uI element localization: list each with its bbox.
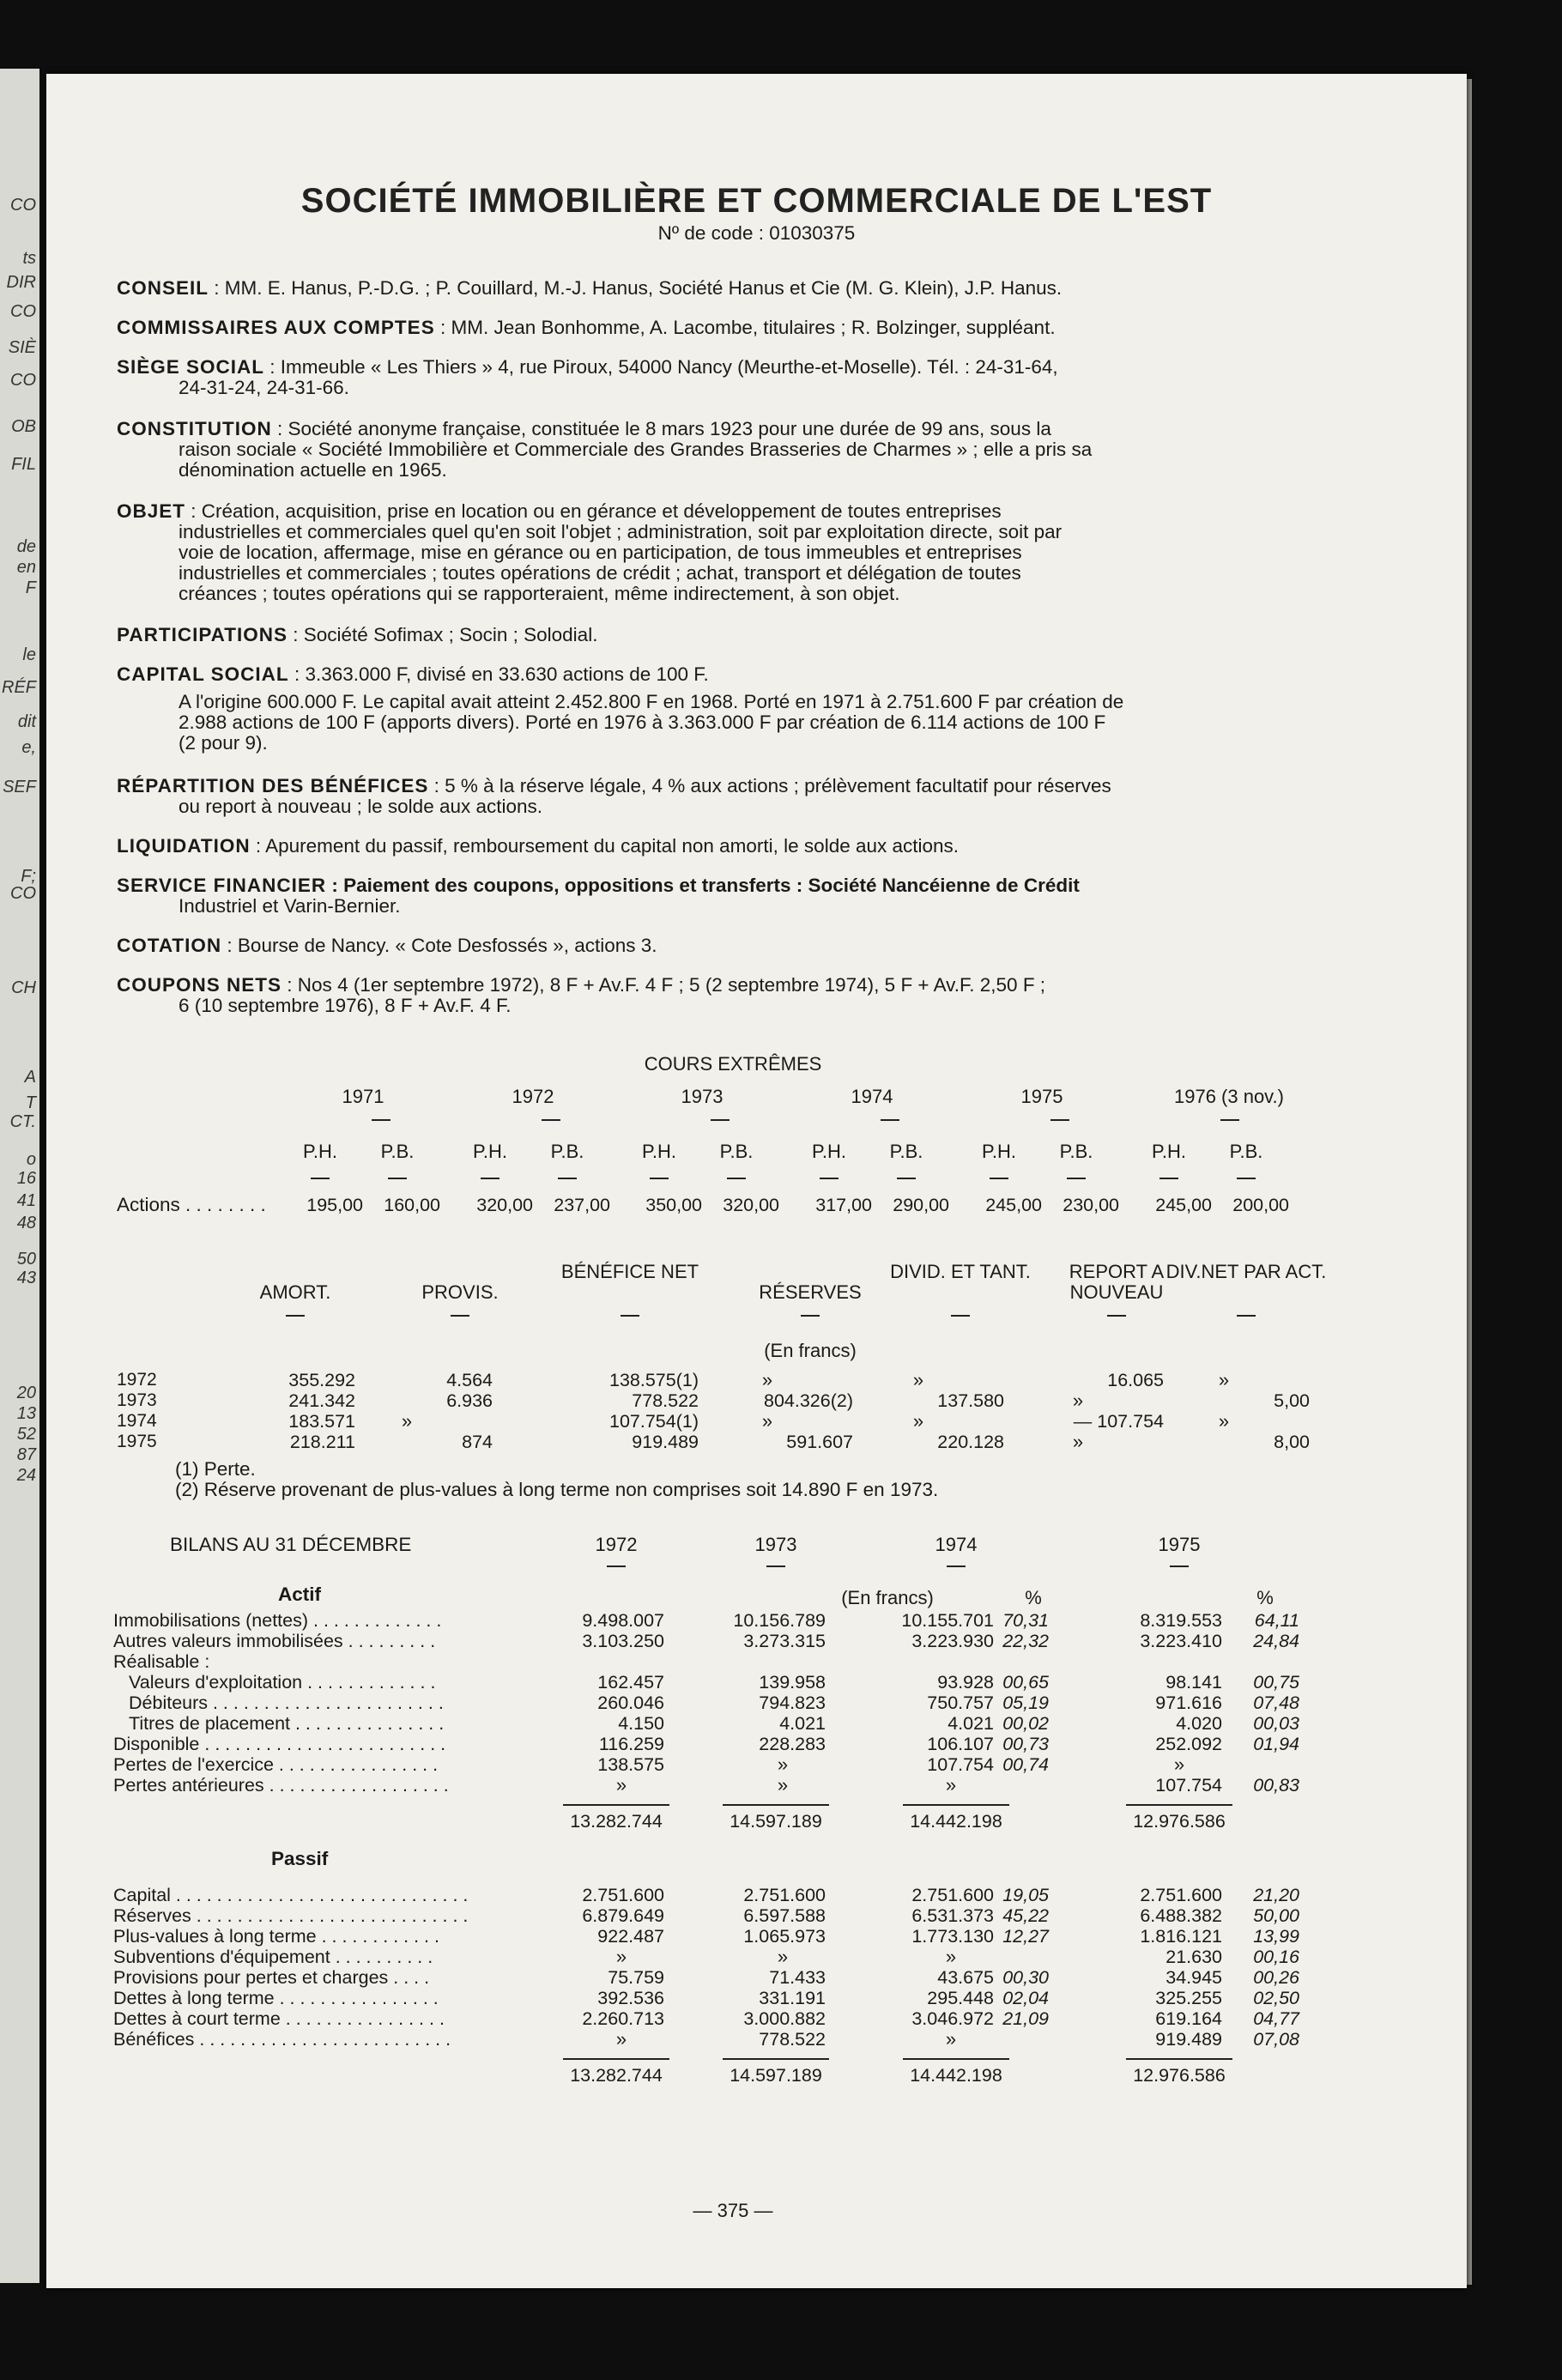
bilans-cell: 107.754 <box>927 1754 994 1775</box>
section-siege: SIÈGE SOCIAL : Immeuble « Les Thiers » 4, rue Piroux, 54000 Nancy (Meurthe-et-Moselle). Tél. : 24-31-64, 24-31-24, 24-31-66. <box>117 356 1058 398</box>
cours-ph: P.H. <box>1152 1141 1186 1162</box>
bilans-cell: 4.021 <box>779 1713 826 1734</box>
results-cell: 183.571 <box>288 1411 355 1432</box>
bilans-row-label: Valeurs d'exploitation . . . . . . . . . . . . . <box>129 1672 436 1693</box>
bilans-cell: 6.597.588 <box>743 1905 826 1926</box>
bilans-cell: 778.522 <box>759 2029 826 2050</box>
bilans-cell: 00,30 <box>1002 1967 1049 1988</box>
bilans-cell: 4.020 <box>1176 1713 1222 1734</box>
bilans-cell: 1.816.121 <box>1140 1926 1222 1947</box>
results-header: REPORT A NOUVEAU <box>1069 1261 1165 1303</box>
results-cell: 107.754(1) <box>609 1411 699 1432</box>
bilans-cell: 93.928 <box>937 1672 994 1693</box>
bilans-year-dash <box>1170 1565 1189 1567</box>
cours-year: 1974 <box>851 1086 893 1107</box>
results-cell: » <box>912 1369 924 1390</box>
strip-text: RÉF <box>2 678 36 697</box>
cours-year: 1975 <box>1020 1086 1063 1107</box>
bilans-unit: (En francs) <box>841 1587 934 1608</box>
passif-total: 13.282.744 <box>570 2065 663 2086</box>
cours-dash <box>1159 1178 1178 1179</box>
total-rule <box>723 1804 829 1806</box>
results-header-dash <box>451 1315 469 1317</box>
results-header-dash <box>1107 1315 1126 1317</box>
bilans-cell: 24,84 <box>1253 1631 1299 1651</box>
actif-label: Actif <box>278 1584 321 1605</box>
bilans-cell: 12,27 <box>1002 1926 1049 1947</box>
strip-text: T <box>25 1093 36 1112</box>
section-objet: OBJET : Création, acquisition, prise en location ou en gérance et développement de toutes entreprises industrielles et commerciales quel qu'en soit l'objet ; administration, soit par exploitation directe, soit par voie de location, affermage, mise en gérance ou en participation, de tous immeubles et entreprises industrielles et commerciales ; toutes opérations de crédit ; achat, transport et délégation de toutes créances ; toutes opérations qui se rapporteraient, même indirectement, à son objet. <box>117 500 1063 604</box>
bilans-row-label: Pertes de l'exercice . . . . . . . . . . . . . . . . <box>113 1754 439 1775</box>
bilans-cell: 6.488.382 <box>1140 1905 1222 1926</box>
strip-text: 24 <box>16 1466 36 1485</box>
page-title: SOCIÉTÉ IMMOBILIÈRE ET COMMERCIALE DE L'EST <box>300 182 1213 220</box>
cours-year-dash <box>1050 1119 1069 1121</box>
bilans-row-label: Réserves . . . . . . . . . . . . . . . . . . . . . . . . . . . <box>113 1905 469 1926</box>
results-cell: 138.575(1) <box>609 1370 699 1390</box>
bilans-cell: 139.958 <box>759 1672 826 1693</box>
cours-pb: P.B. <box>719 1141 754 1162</box>
bilans-cell: 00,83 <box>1253 1775 1299 1796</box>
strip-text: CO <box>10 302 36 321</box>
bilans-cell: 331.191 <box>759 1988 826 2008</box>
bilans-cell: 3.273.315 <box>743 1631 826 1651</box>
strip-text: le <box>22 645 36 664</box>
bilans-cell: 00,75 <box>1253 1672 1299 1693</box>
bilans-cell: 10.156.789 <box>733 1610 826 1631</box>
cours-value: 245,00 <box>1155 1195 1212 1215</box>
strip-text: 13 <box>16 1404 36 1423</box>
bilans-row-label: Titres de placement . . . . . . . . . . . . . . . <box>129 1713 445 1734</box>
bilans-cell: 3.000.882 <box>743 2008 826 2029</box>
bilans-cell: 2.751.600 <box>911 1885 994 1905</box>
section-service-financier: SERVICE FINANCIER : Paiement des coupons, oppositions et transferts : Société Nancéienne de Crédit Industriel et Varin-Bernier. <box>117 875 1080 917</box>
strip-text: 20 <box>16 1384 36 1402</box>
cours-dash <box>388 1178 407 1179</box>
results-header-dash <box>951 1315 970 1317</box>
bilans-row-label: Disponible . . . . . . . . . . . . . . . . . . . . . . . . <box>113 1734 446 1754</box>
strip-text: CO <box>10 371 36 390</box>
bilans-cell: 392.536 <box>597 1988 664 2008</box>
strip-text: e, <box>21 738 36 757</box>
bilans-cell: 05,19 <box>1002 1693 1049 1713</box>
bilans-cell: 4.021 <box>947 1713 994 1734</box>
section-liquidation: LIQUIDATION : Apurement du passif, remboursement du capital non amorti, le solde aux actions. <box>117 835 960 857</box>
bilans-cell: 19,05 <box>1002 1885 1049 1905</box>
bilans-cell: 70,31 <box>1002 1610 1049 1631</box>
bilans-cell: 07,48 <box>1253 1693 1299 1713</box>
bilans-cell: 750.757 <box>927 1693 994 1713</box>
strip-text: DIR <box>6 273 36 292</box>
cours-value: 237,00 <box>554 1195 610 1215</box>
total-rule <box>903 1804 1009 1806</box>
results-cell: 218.211 <box>289 1432 355 1452</box>
section-participations: PARTICIPATIONS : Société Sofimax ; Socin ; Solodial. <box>117 624 598 645</box>
strip-text: de <box>16 537 36 556</box>
cours-value: 195,00 <box>306 1195 363 1215</box>
cours-pb: P.B. <box>380 1141 415 1162</box>
bilans-cell: 34.945 <box>1165 1967 1222 1988</box>
results-header: DIVID. ET TANT. <box>890 1261 1031 1282</box>
cours-dash <box>311 1178 330 1179</box>
strip-text: A <box>24 1068 36 1087</box>
cours-ph: P.H. <box>473 1141 507 1162</box>
strip-text: dit <box>17 712 36 731</box>
bilans-cell: » <box>1173 1753 1185 1775</box>
bilans-cell: 971.616 <box>1155 1693 1222 1713</box>
passif-total: 14.442.198 <box>910 2065 1002 2086</box>
document-page <box>46 74 1467 2288</box>
bilans-cell: » <box>945 2028 957 2050</box>
bilans-cell: 00,02 <box>1002 1713 1049 1734</box>
bilans-row-label: Subventions d'équipement . . . . . . . . . . <box>113 1947 433 1967</box>
bilans-cell: » <box>615 1774 627 1796</box>
bilans-cell: » <box>777 1774 789 1796</box>
strip-text: ts <box>22 249 36 268</box>
bilans-cell: 4.150 <box>618 1713 664 1734</box>
cours-ph: P.H. <box>642 1141 676 1162</box>
results-cell: 6.936 <box>446 1390 493 1411</box>
bilans-cell: 260.046 <box>597 1693 664 1713</box>
bilans-row-label: Réalisable : <box>113 1651 210 1672</box>
cours-value: 320,00 <box>723 1195 779 1215</box>
passif-label: Passif <box>271 1848 329 1869</box>
results-cell: » <box>1072 1390 1084 1411</box>
strip-text: SEF <box>3 778 36 796</box>
bilans-cell: 00,03 <box>1253 1713 1299 1734</box>
bilans-year: 1974 <box>935 1534 978 1555</box>
adjacent-page-strip <box>0 69 39 2283</box>
section-constitution: CONSTITUTION : Société anonyme française, constituée le 8 mars 1923 pour une durée de 99 ans, sous la raison sociale « Société Immobilière et Commerciale des Grandes Brasseries de Charmes » ; elle a pris sa dénomination actuelle en 1965. <box>117 418 1093 481</box>
bilans-cell: 02,50 <box>1253 1988 1299 2008</box>
bilans-cell: 21,09 <box>1002 2008 1049 2029</box>
cours-dash <box>897 1178 916 1179</box>
bilans-cell: 116.259 <box>598 1734 664 1754</box>
bilans-cell: 619.164 <box>1155 2008 1222 2029</box>
cours-year-dash <box>372 1119 390 1121</box>
bilans-row-label: Plus-values à long terme . . . . . . . . . . . . <box>113 1926 439 1947</box>
results-year: 1972 <box>117 1370 157 1390</box>
bilans-cell: » <box>777 1946 789 1967</box>
results-year: 1974 <box>117 1411 157 1431</box>
results-header: PROVIS. <box>421 1281 499 1303</box>
cours-dash <box>820 1178 839 1179</box>
results-year: 1973 <box>117 1390 157 1410</box>
bilans-row-label: Dettes à long terme . . . . . . . . . . . . . . . . <box>113 1988 439 2008</box>
strip-text: 41 <box>16 1191 36 1210</box>
bilans-cell: 2.751.600 <box>582 1885 664 1905</box>
cours-dash <box>558 1178 577 1179</box>
results-cell: 220.128 <box>937 1432 1004 1452</box>
cours-year-dash <box>711 1119 730 1121</box>
cours-value: 290,00 <box>893 1195 949 1215</box>
bilans-cell: 10.155.701 <box>901 1610 994 1631</box>
bilans-cell: 1.773.130 <box>911 1926 994 1947</box>
cours-row-label: Actions . . . . . . . . <box>117 1194 266 1215</box>
results-cell: 355.292 <box>288 1370 355 1390</box>
bilans-cell: 1.065.973 <box>743 1926 826 1947</box>
total-rule <box>723 2058 829 2060</box>
bilans-year: 1973 <box>754 1534 797 1555</box>
strip-text: 48 <box>16 1214 36 1232</box>
bilans-pct: % <box>1256 1587 1274 1608</box>
results-cell: 778.522 <box>632 1390 699 1411</box>
cours-pb: P.B. <box>550 1141 584 1162</box>
results-cell: 5,00 <box>1274 1390 1310 1411</box>
results-cell: 137.580 <box>937 1390 1004 1411</box>
results-cell: 8,00 <box>1274 1432 1310 1452</box>
section-cotation: COTATION : Bourse de Nancy. « Cote Desfossés », actions 3. <box>117 935 657 956</box>
results-cell: 4.564 <box>446 1370 493 1390</box>
results-cell: » <box>401 1410 413 1432</box>
bilans-row-label: Débiteurs . . . . . . . . . . . . . . . . . . . . . . . <box>129 1693 444 1713</box>
actif-total: 12.976.586 <box>1133 1811 1226 1832</box>
bilans-cell: 00,26 <box>1253 1967 1299 1988</box>
results-header-dash <box>621 1315 639 1317</box>
strip-text: SIÈ <box>8 338 36 357</box>
results-cell: » <box>1072 1431 1084 1452</box>
cours-dash <box>1067 1178 1086 1179</box>
results-cell: » <box>912 1410 924 1432</box>
cours-value: 350,00 <box>645 1195 702 1215</box>
bilans-year-dash <box>607 1565 626 1567</box>
results-note: (1) Perte. <box>175 1458 256 1480</box>
bilans-cell: 9.498.007 <box>582 1610 664 1631</box>
bilans-cell: 00,74 <box>1002 1754 1049 1775</box>
cours-year-dash <box>881 1119 899 1121</box>
results-header-dash <box>1237 1315 1256 1317</box>
results-cell: 874 <box>462 1432 493 1452</box>
strip-text: o <box>26 1150 36 1169</box>
section-capital: CAPITAL SOCIAL : 3.363.000 F, divisé en 33.630 actions de 100 F. A l'origine 600.000 F. Le capital avait atteint 2.452.800 F en 1968. Porté en 1971 à 2.751.600 F par création de 2.988 actions de 100 F (apports divers). Porté en 1976 à 3.363.000 F par création de 6.114 actions de 100 F (2 pour 9). <box>117 663 1124 754</box>
bilans-cell: 00,73 <box>1002 1734 1049 1754</box>
bilans-cell: 295.448 <box>927 1988 994 2008</box>
bilans-title: BILANS AU 31 DÉCEMBRE <box>170 1534 412 1555</box>
bilans-cell: 3.103.250 <box>582 1631 664 1651</box>
bilans-cell: 162.457 <box>597 1672 664 1693</box>
cours-year: 1972 <box>512 1086 554 1107</box>
cours-value: 160,00 <box>384 1195 440 1215</box>
section-repartition: RÉPARTITION DES BÉNÉFICES : 5 % à la réserve légale, 4 % aux actions ; prélèvement facultatif pour réserves ou report à nouveau ; le solde aux actions. <box>117 775 1111 817</box>
total-rule <box>1126 1804 1232 1806</box>
bilans-cell: 02,04 <box>1002 1988 1049 2008</box>
bilans-cell: 21,20 <box>1253 1885 1299 1905</box>
bilans-cell: 45,22 <box>1002 1905 1049 1926</box>
strip-text: 43 <box>16 1269 36 1287</box>
strip-text: 52 <box>16 1425 36 1444</box>
cours-title: COURS EXTRÊMES <box>644 1053 822 1075</box>
cours-value: 320,00 <box>476 1195 533 1215</box>
bilans-row-label: Dettes à court terme . . . . . . . . . . . . . . . . <box>113 2008 445 2029</box>
total-rule <box>1126 2058 1232 2060</box>
bilans-cell: 3.223.410 <box>1140 1631 1222 1651</box>
bilans-year-dash <box>947 1565 966 1567</box>
cours-pb: P.B. <box>1059 1141 1093 1162</box>
page-number: — 375 — <box>693 2200 773 2221</box>
bilans-cell: 922.487 <box>597 1926 664 1947</box>
strip-text: F <box>25 578 36 597</box>
strip-text: 16 <box>16 1169 36 1188</box>
company-code: Nº de code : 01030375 <box>657 222 856 244</box>
bilans-year: 1972 <box>595 1534 638 1555</box>
bilans-cell: » <box>615 1946 627 1967</box>
results-cell: 591.607 <box>786 1432 853 1452</box>
cours-pb: P.B. <box>1229 1141 1263 1162</box>
cours-year-dash <box>542 1119 560 1121</box>
bilans-year: 1975 <box>1158 1534 1201 1555</box>
bilans-cell: 794.823 <box>759 1693 826 1713</box>
results-header-dash <box>286 1315 305 1317</box>
bilans-cell: » <box>615 2028 627 2050</box>
cours-value: 317,00 <box>815 1195 872 1215</box>
results-header: AMORT. <box>259 1281 331 1303</box>
bilans-cell: 325.255 <box>1155 1988 1222 2008</box>
bilans-pct: % <box>1025 1587 1042 1608</box>
bilans-cell: » <box>945 1774 957 1796</box>
actif-total: 14.442.198 <box>910 1811 1002 1832</box>
bilans-cell: 3.046.972 <box>911 2008 994 2029</box>
results-cell: — 107.754 <box>1073 1411 1164 1432</box>
strip-text: OB <box>11 417 36 436</box>
actif-total: 13.282.744 <box>570 1811 663 1832</box>
bilans-cell: 64,11 <box>1254 1610 1299 1631</box>
bilans-cell: 6.879.649 <box>582 1905 664 1926</box>
results-year: 1975 <box>117 1432 157 1451</box>
results-unit: (En francs) <box>764 1340 857 1361</box>
bilans-cell: 01,94 <box>1253 1734 1299 1754</box>
cours-ph: P.H. <box>812 1141 846 1162</box>
bilans-cell: 00,16 <box>1253 1947 1299 1967</box>
strip-text: en <box>16 558 36 577</box>
bilans-row-label: Immobilisations (nettes) . . . . . . . . . . . . . <box>113 1610 442 1631</box>
bilans-cell: 252.092 <box>1155 1734 1222 1754</box>
total-rule <box>903 2058 1009 2060</box>
bilans-cell: 22,32 <box>1002 1631 1049 1651</box>
results-header: BÉNÉFICE NET <box>560 1261 699 1282</box>
bilans-row-label: Pertes antérieures . . . . . . . . . . . . . . . . . . <box>113 1775 449 1796</box>
cours-year-dash <box>1220 1119 1239 1121</box>
bilans-cell: 3.223.930 <box>911 1631 994 1651</box>
bilans-cell: 07,08 <box>1253 2029 1299 2050</box>
bilans-row-label: Autres valeurs immobilisées . . . . . . . . . <box>113 1631 436 1651</box>
bilans-cell: 6.531.373 <box>911 1905 994 1926</box>
bilans-cell: 919.489 <box>1155 2029 1222 2050</box>
bilans-row-label: Bénéfices . . . . . . . . . . . . . . . . . . . . . . . . . <box>113 2029 451 2050</box>
page-edge <box>1467 79 1472 2285</box>
results-cell: » <box>1218 1410 1230 1432</box>
results-cell: » <box>1218 1369 1230 1390</box>
bilans-cell: 04,77 <box>1253 2008 1299 2029</box>
bilans-cell: 8.319.553 <box>1140 1610 1222 1631</box>
strip-text: CT. <box>9 1112 36 1131</box>
results-cell: 804.326(2) <box>764 1390 853 1411</box>
cours-pb: P.B. <box>889 1141 923 1162</box>
results-cell: » <box>761 1410 773 1432</box>
strip-text: FIL <box>11 455 36 474</box>
cours-dash <box>727 1178 746 1179</box>
bilans-year-dash <box>766 1565 785 1567</box>
bilans-row-label: Capital . . . . . . . . . . . . . . . . . . . . . . . . . . . . . <box>113 1885 469 1905</box>
bilans-cell: 50,00 <box>1253 1905 1299 1926</box>
cours-dash <box>1237 1178 1256 1179</box>
bilans-cell: 2.260.713 <box>582 2008 664 2029</box>
total-rule <box>563 1804 669 1806</box>
section-commissaires: COMMISSAIRES AUX COMPTES : MM. Jean Bonhomme, A. Lacombe, titulaires ; R. Bolzinger, suppléant. <box>117 317 1056 338</box>
bilans-cell: 98.141 <box>1165 1672 1222 1693</box>
cours-value: 200,00 <box>1232 1195 1289 1215</box>
results-note: (2) Réserve provenant de plus-values à long terme non comprises soit 14.890 F en 1973. <box>175 1479 939 1500</box>
cours-dash <box>650 1178 669 1179</box>
cours-dash <box>481 1178 499 1179</box>
section-coupons: COUPONS NETS : Nos 4 (1er septembre 1972), 8 F + Av.F. 4 F ; 5 (2 septembre 1974), 5 F + Av.F. 2,50 F ; 6 (10 septembre 1976), 8 F + Av.F. 4 F. <box>117 974 1046 1016</box>
results-cell: 241.342 <box>288 1390 355 1411</box>
bilans-cell: 43.675 <box>937 1967 994 1988</box>
bilans-cell: 00,65 <box>1002 1672 1049 1693</box>
cours-ph: P.H. <box>303 1141 337 1162</box>
bilans-cell: 75.759 <box>608 1967 664 1988</box>
bilans-cell: 13,99 <box>1253 1926 1299 1947</box>
cours-value: 245,00 <box>985 1195 1042 1215</box>
cours-value: 230,00 <box>1063 1195 1119 1215</box>
results-cell: 16.065 <box>1107 1370 1164 1390</box>
bilans-cell: 228.283 <box>759 1734 826 1754</box>
cours-dash <box>990 1178 1008 1179</box>
bilans-row-label: Provisions pour pertes et charges . . . . <box>113 1967 430 1988</box>
bilans-cell: 21.630 <box>1165 1947 1222 1967</box>
strip-text: CO <box>10 196 36 215</box>
results-header: DIV.NET PAR ACT. <box>1165 1261 1327 1282</box>
results-header-dash <box>801 1315 820 1317</box>
section-conseil: CONSEIL : MM. E. Hanus, P.-D.G. ; P. Couillard, M.-J. Hanus, Société Hanus et Cie (M. G. Klein), J.P. Hanus. <box>117 277 1063 299</box>
bilans-cell: 2.751.600 <box>743 1885 826 1905</box>
results-cell: » <box>761 1369 773 1390</box>
cours-ph: P.H. <box>982 1141 1016 1162</box>
cours-year: 1971 <box>342 1086 384 1107</box>
actif-total: 14.597.189 <box>730 1811 822 1832</box>
strip-text: CH <box>11 978 36 997</box>
bilans-cell: » <box>945 1946 957 1967</box>
bilans-cell: 107.754 <box>1155 1775 1222 1796</box>
cours-year: 1973 <box>681 1086 723 1107</box>
passif-total: 12.976.586 <box>1133 2065 1226 2086</box>
results-cell: 919.489 <box>632 1432 699 1452</box>
total-rule <box>563 2058 669 2060</box>
bilans-cell: 138.575 <box>597 1754 664 1775</box>
strip-text: F; <box>21 867 36 886</box>
bilans-cell: » <box>777 1753 789 1775</box>
bilans-cell: 71.433 <box>769 1967 826 1988</box>
strip-text: 87 <box>16 1445 36 1464</box>
strip-text: CO <box>10 884 36 903</box>
results-header: RÉSERVES <box>759 1281 862 1303</box>
cours-year: 1976 (3 nov.) <box>1173 1086 1284 1107</box>
passif-total: 14.597.189 <box>730 2065 822 2086</box>
bilans-cell: 106.107 <box>927 1734 994 1754</box>
strip-text: 50 <box>16 1250 36 1269</box>
bilans-cell: 2.751.600 <box>1140 1885 1222 1905</box>
